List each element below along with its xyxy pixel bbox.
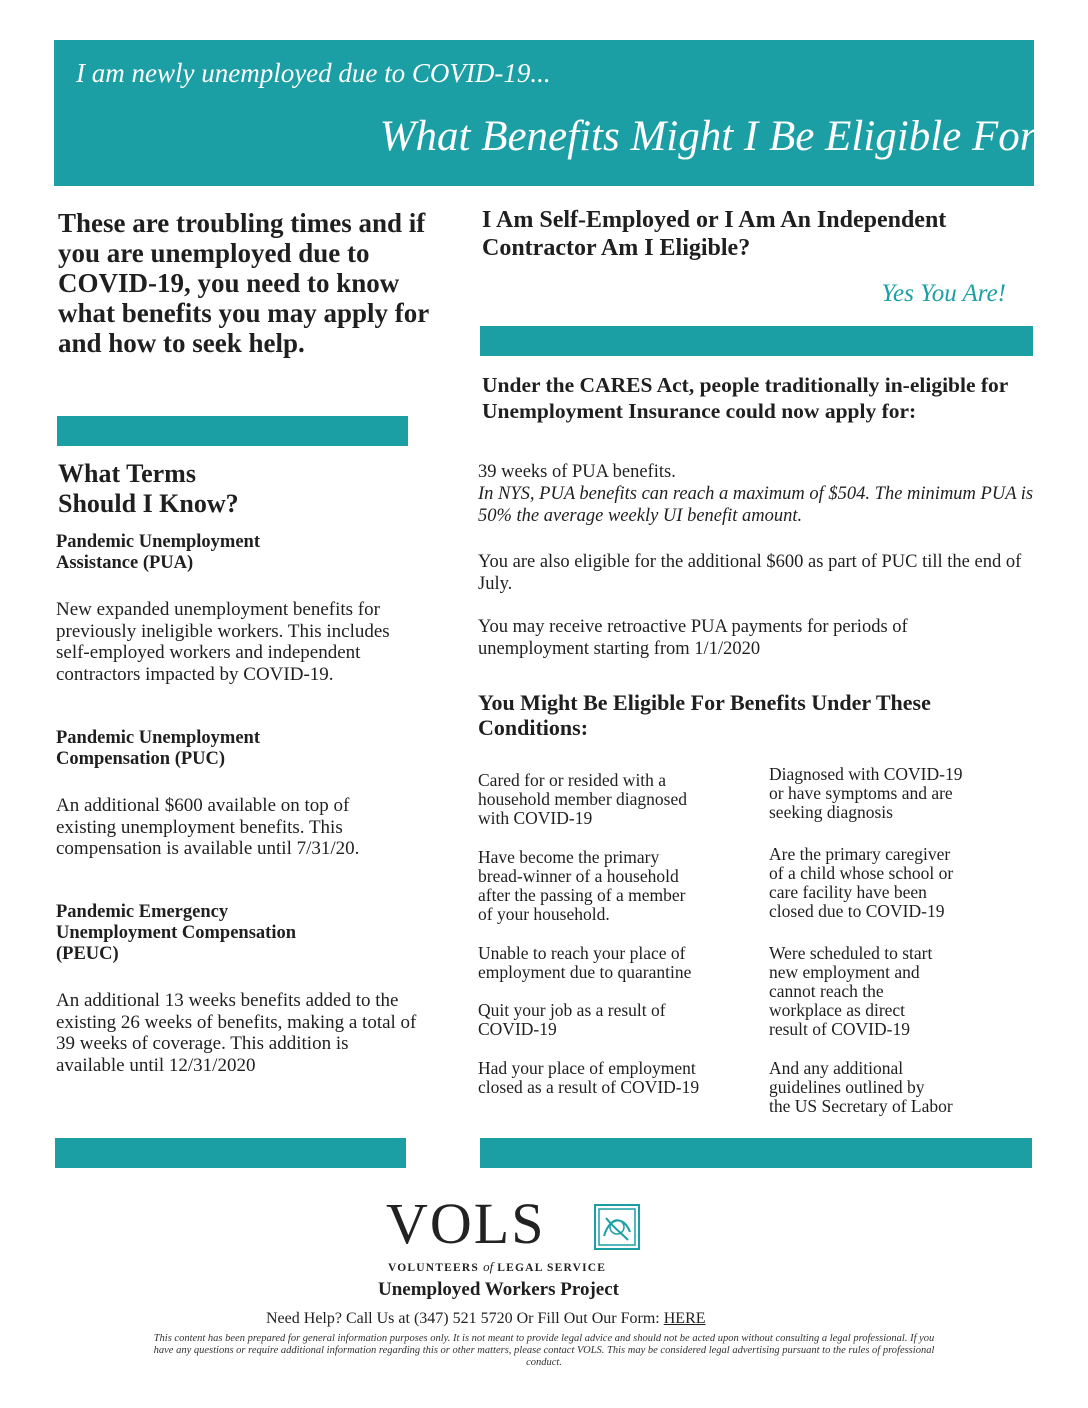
help-line: Need Help? Call Us at (347) 521 5720 Or Fill Out Our Form: HERE — [266, 1310, 706, 1327]
divider-bar — [55, 1138, 406, 1168]
conditions-heading: You Might Be Eligible For Benefits Under These Conditions: — [478, 690, 931, 740]
header-title: What Benefits Might I Be Eligible For? — [379, 113, 1058, 160]
condition-item: Quit your job as a result of COVID-19 — [478, 1000, 666, 1039]
terms-heading: What Terms Should I Know? — [58, 459, 239, 518]
divider-bar — [57, 416, 408, 446]
header-subtitle: I am newly unemployed due to COVID-19... — [76, 58, 551, 88]
retro-line: You may receive retroactive PUA payments for periods of unemployment starting from 1/1/2020 — [478, 617, 908, 659]
cares-heading: Under the CARES Act, people traditionally in-eligible for Unemployment Insurance could now apply for: — [482, 373, 1008, 423]
term-name-pua: Pandemic Unemployment Assistance (PUA) — [56, 532, 260, 573]
condition-item: Have become the primary bread-winner of a household after the passing of a member of your household. — [478, 847, 686, 924]
pua-note: In NYS, PUA benefits can reach a maximum of $504. The minimum PUA is 50% the average weekly UI benefit amount. — [478, 484, 1034, 526]
term-desc-peuc: An additional 13 weeks benefits added to the existing 26 weeks of benefits, making a total of 39 weeks of coverage. This addition is available until 12/31/2020 — [56, 990, 417, 1076]
self-employed-answer: Yes You Are! — [881, 280, 1006, 307]
divider-bar — [480, 1138, 1032, 1168]
vols-subtitle: VOLUNTEERS of LEGAL SERVICE — [388, 1259, 607, 1274]
pua-weeks: 39 weeks of PUA benefits. — [478, 462, 676, 482]
condition-item: And any additional guidelines outlined by the US Secretary of Labor — [769, 1058, 953, 1116]
self-employed-question: I Am Self-Employed or I Am An Independent Contractor Am I Eligible? — [482, 207, 947, 261]
intro-text: These are troubling times and if you are unemployed due to COVID-19, you need to know what benefits you may apply for and how to seek help. — [58, 208, 429, 358]
condition-item: Had your place of employment closed as a result of COVID-19 — [478, 1058, 700, 1097]
term-name-peuc: Pandemic Emergency Unemployment Compensation (PEUC) — [56, 902, 296, 964]
puc-line: You are also eligible for the additional $600 as part of PUC till the end of July. — [478, 552, 1022, 594]
project-name: Unemployed Workers Project — [378, 1279, 619, 1300]
vols-logo-icon — [594, 1204, 640, 1250]
term-desc-puc: An additional $600 available on top of existing unemployment benefits. This compensation is available until 7/31/20. — [56, 795, 360, 859]
vols-logo-text: VOLS — [386, 1191, 546, 1256]
disclaimer: This content has been prepared for general information purposes only. It is not meant to provide legal advice and should not be acted upon without consulting a legal professional. If you have any questions or require additional information regarding this or other matters, please contact VOLS. This may be considered legal advertising pursuant to the rules of professional conduct. — [153, 1333, 935, 1368]
form-link[interactable]: HERE — [663, 1310, 706, 1327]
divider-bar — [480, 326, 1033, 356]
condition-item: Diagnosed with COVID-19 or have symptoms and are seeking diagnosis — [769, 764, 963, 822]
condition-item: Are the primary caregiver of a child whose school or care facility have been closed due to COVID-19 — [769, 844, 954, 921]
term-desc-pua: New expanded unemployment benefits for previously ineligible workers. This includes self-employed workers and independent contractors impacted by COVID-19. — [56, 599, 390, 685]
condition-item: Unable to reach your place of employment due to quarantine — [478, 943, 692, 982]
term-name-puc: Pandemic Unemployment Compensation (PUC) — [56, 728, 260, 769]
condition-item: Cared for or resided with a household member diagnosed with COVID-19 — [478, 770, 687, 828]
condition-item: Were scheduled to start new employment and cannot reach the workplace as direct result of COVID-19 — [769, 943, 933, 1039]
